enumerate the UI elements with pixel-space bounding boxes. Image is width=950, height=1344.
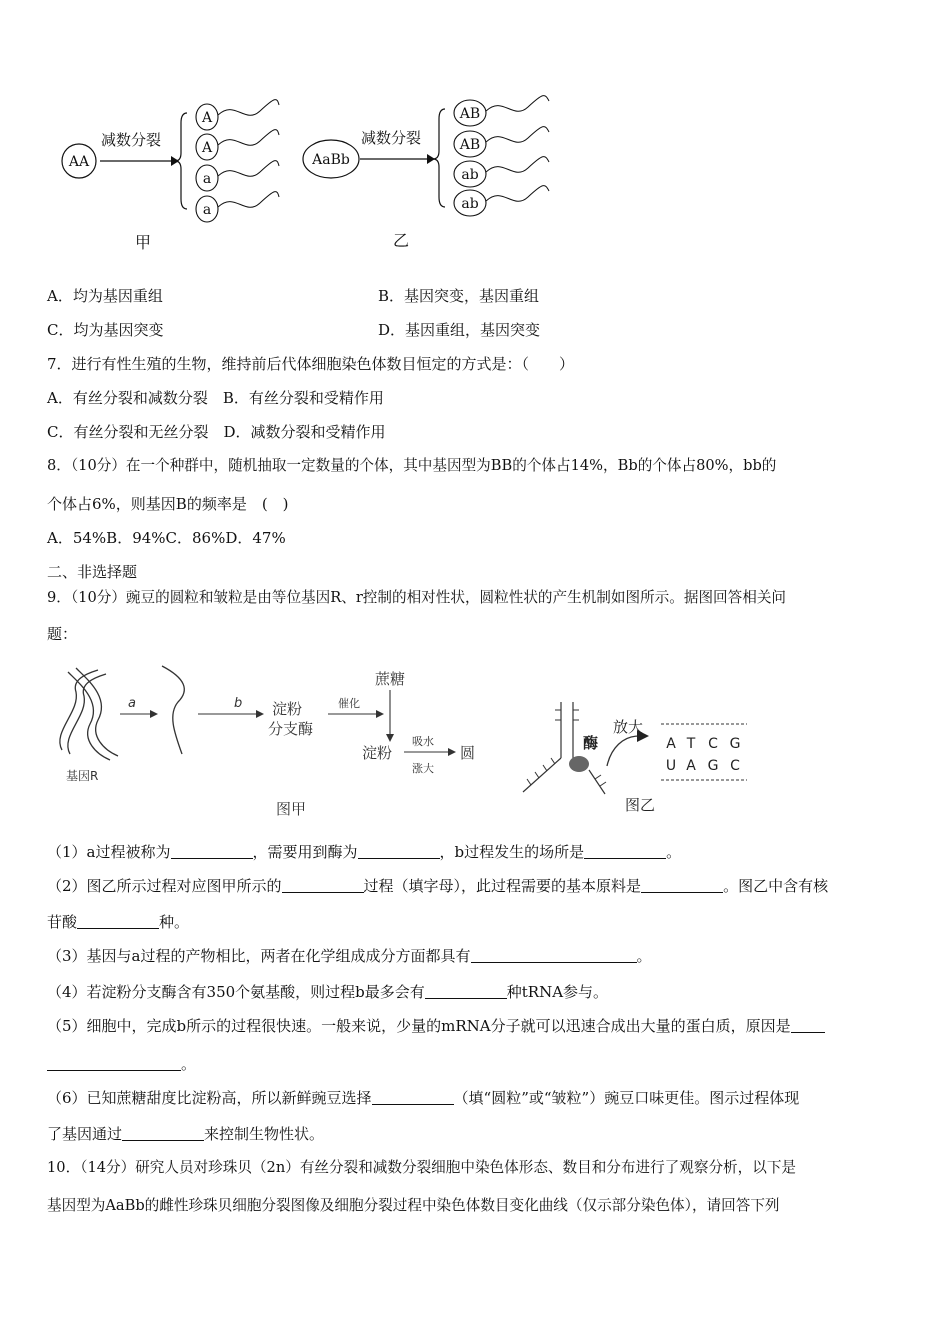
figure-yi-caption: 图乙	[625, 796, 656, 814]
caption-yi: 乙	[392, 231, 410, 250]
enzyme-label: 酶	[583, 734, 599, 752]
q9-stem-line2: 题：	[47, 625, 78, 643]
answer-blank[interactable]	[47, 1055, 181, 1071]
q10-stem-line1: 10．（14分）研究人员对珍珠贝（2n）有丝分裂和减数分裂细胞中染色体形态、数目和分布进行了观察分析，以下是	[47, 1159, 797, 1176]
meiosis-figure	[55, 95, 575, 260]
parent-label-jia: AA	[68, 154, 90, 170]
gamete-label: a	[202, 202, 212, 218]
figure-jia-caption: 图甲	[276, 800, 307, 818]
q8-options: A．54%B．94%C．86%D．47%	[47, 529, 286, 547]
parent-label-yi: AaBb	[312, 152, 350, 168]
q9-sub6-line2: 了基因通过 来控制生物性状。	[47, 1125, 325, 1143]
q6-option-a: A．均为基因重组	[47, 287, 163, 305]
gamete-label: AB	[459, 106, 481, 122]
q9-sub4: （4）若淀粉分支酶含有350个氨基酸，则过程b最多会有 种tRNA参与。	[47, 983, 609, 1001]
answer-blank[interactable]	[358, 843, 440, 859]
gamete-label: A	[201, 140, 213, 156]
enzyme-label-l2: 分支酶	[268, 720, 314, 738]
rna-base: U	[665, 758, 677, 774]
arrow-label-yi: 减数分裂	[360, 129, 422, 147]
q9-sub5-line2: 。	[47, 1054, 196, 1074]
starch-label: 淀粉	[362, 744, 393, 762]
gamete-label: ab	[461, 167, 479, 183]
q6-option-b: B．基因突变，基因重组	[378, 287, 540, 305]
arrow-label-jia: 减数分裂	[100, 131, 162, 149]
section-heading: 二、非选择题	[47, 563, 138, 581]
q9-sub2-line2: 苷酸 种。	[47, 913, 190, 931]
round-label: 圆	[460, 744, 476, 762]
figure-yi-transcription	[515, 662, 765, 822]
q8-stem-line1: 8．（10分）在一个种群中，随机抽取一定数量的个体，其中基因型为BB的个体占14%，Bb的个体占80%，bb的	[47, 457, 777, 474]
step-b-label: b	[234, 696, 243, 711]
step-a-label: a	[128, 696, 136, 711]
answer-blank[interactable]	[122, 1125, 204, 1141]
answer-blank[interactable]	[425, 983, 507, 999]
figure-jia-pathway	[50, 662, 490, 822]
enzyme-blob	[569, 756, 589, 772]
dna-base: T	[686, 736, 696, 752]
q8-stem-line2: 个体占6%，则基因B的频率是 ( )	[47, 495, 289, 513]
q7-options-cd: C．有丝分裂和无丝分裂 D．减数分裂和受精作用	[47, 423, 386, 441]
gamete-label: A	[201, 110, 213, 126]
catalyze-label: 催化	[338, 697, 360, 710]
answer-blank[interactable]	[471, 947, 637, 963]
q9-sub5-line1: （5）细胞中，完成b所示的过程很快速。一般来说，少量的mRNA分子就可以迅速合成出大量的蛋白质，原因是	[47, 1016, 825, 1036]
answer-blank[interactable]	[791, 1017, 825, 1033]
magnify-label: 放大	[613, 718, 644, 736]
q9-sub6-line1: （6）已知蔗糖甜度比淀粉高，所以新鲜豌豆选择 （填“圆粒”或“皱粒”）豌豆口味更佳。图示过程体现	[47, 1089, 800, 1107]
q6-option-d: D．基因重组，基因突变	[378, 321, 541, 339]
gamete-label: AB	[459, 137, 481, 153]
answer-blank[interactable]	[171, 843, 253, 859]
gametes-jia	[196, 100, 279, 222]
rna-base: C	[730, 758, 740, 774]
gamete-label: ab	[461, 196, 479, 212]
enzyme-label-l1: 淀粉	[272, 700, 303, 718]
q9-sub2-line1: （2）图乙所示过程对应图甲所示的 过程（填字母），此过程需要的基本原料是 。图乙中含有核	[47, 877, 829, 895]
rna-base: G	[707, 758, 719, 774]
rna-base: A	[686, 758, 696, 774]
answer-blank[interactable]	[77, 913, 159, 929]
dna-base: A	[666, 736, 676, 752]
q7-stem: 7．进行有性生殖的生物，维持前后代体细胞染色体数目恒定的方式是：（ ）	[47, 355, 575, 373]
q6-option-c: C．均为基因突变	[47, 321, 164, 339]
sucrose-label: 蔗糖	[375, 670, 406, 688]
answer-blank[interactable]	[372, 1089, 454, 1105]
q9-stem-line1: 9．（10分）豌豆的圆粒和皱粒是由等位基因R、r控制的相对性状，圆粒性状的产生机制如图所示。据图回答相关问	[47, 589, 787, 606]
q9-sub3: （3）基因与a过程的产物相比，两者在化学组成成分方面都具有 。	[47, 947, 652, 965]
q7-options-ab: A．有丝分裂和减数分裂 B．有丝分裂和受精作用	[47, 389, 384, 407]
answer-blank[interactable]	[282, 877, 364, 893]
gametes-yi	[454, 96, 549, 216]
dna-base: G	[729, 736, 741, 752]
gene-r-label: 基因R	[66, 769, 99, 783]
q9-sub1: （1）a过程被称为 ，需要用到酶为 ，b过程发生的场所是 。	[47, 843, 682, 861]
q10-stem-line2: 基因型为AaBb的雌性珍珠贝细胞分裂图像及细胞分裂过程中染色体数目变化曲线（仅示部分染色体），请回答下列	[47, 1197, 780, 1214]
dna-base: C	[708, 736, 718, 752]
absorb-label: 吸水	[412, 735, 434, 748]
swell-label: 涨大	[412, 762, 434, 775]
caption-jia: 甲	[134, 233, 152, 252]
answer-blank[interactable]	[584, 843, 666, 859]
answer-blank[interactable]	[641, 877, 723, 893]
gamete-label: a	[202, 171, 212, 187]
